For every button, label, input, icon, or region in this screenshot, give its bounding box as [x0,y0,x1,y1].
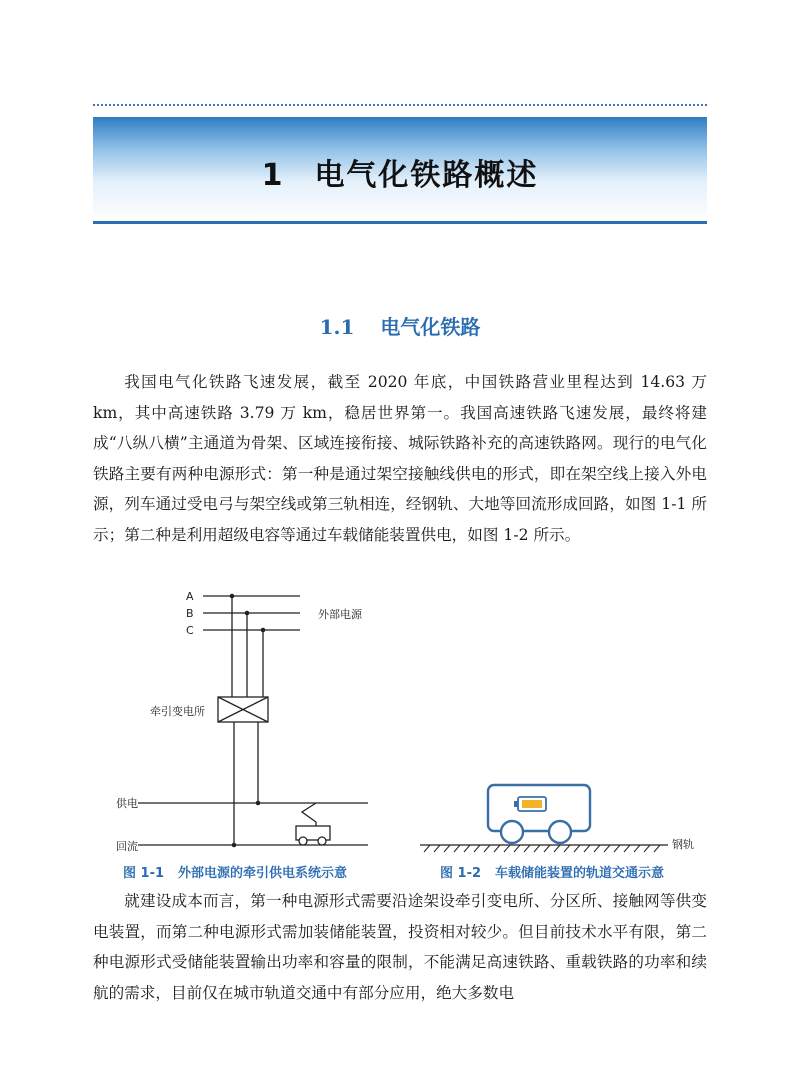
ground-hatching [424,845,660,852]
chapter-number: 1 [261,158,285,193]
supply-label: 供电 [116,797,138,810]
vehicle-wheel-front [501,821,523,843]
chapter-title-text: 电气化铁路概述 [314,158,539,193]
battery-charge-icon [522,800,542,808]
train-wheel-front [299,837,307,845]
figure-1-1-diagram [138,596,368,845]
junction-dot-return [232,843,237,848]
vehicle-wheel-rear [549,821,571,843]
external-power-label: 外部电源 [318,608,362,621]
rail-label: 钢轨 [672,838,694,851]
figure-1-2-caption [440,862,664,881]
figure-1-1-caption [123,862,347,881]
junction-dot-supply [256,801,261,806]
battery-terminal-icon [514,801,518,807]
junction-dot-b [245,611,250,616]
section-title-text: 电气化铁路 [380,315,481,339]
figure-1-2-caption-text: 车载储能装置的轨道交通示意 [495,866,665,881]
substation-label: 牵引变电所 [150,705,205,718]
paragraph-2: 就建设成本而言，第一种电源形式需要沿途架设牵引变电所、分区所、接触网等供变电装置，而第二种电源形式需加装储能装置，投资相对较少。但目前技术水平有限，第二种电源形式受储能装置输出功率和容量的限制，不能满足高速铁路、重载铁路的功率和续航的需求，目前仅在城市轨道交通中有部分应用，绝大多数电 [93,892,707,1002]
phase-a-label: A [186,590,194,603]
train-wheel-rear [318,837,326,845]
return-label: 回流 [116,840,138,853]
figure-1-1-caption-text: 外部电源的牵引供电系统示意 [178,866,348,881]
junction-dot-a [230,594,235,599]
figure-1-2-number: 图 1-2 [440,866,482,881]
pantograph [302,803,316,822]
figure-1-2-diagram [420,785,668,852]
phase-c-label: C [186,624,194,637]
figure-1-1-number: 图 1-1 [123,866,165,881]
phase-b-label: B [186,607,194,620]
paragraph-1: 我国电气化铁路飞速发展，截至 2020 年底，中国铁路营业里程达到 14.63 万 km，其中高速铁路 3.79 万 km，稳居世界第一。我国高速铁路飞速发展，最终将建成“八纵八横”主通道为骨架、区域连接衔接、城际铁路补充的高速铁路网。现行的电气化铁路主要有两种电源形式：第一种是通过架空接触线供电的形式，即在架空线上接入外电源，列车通过受电弓与架空线或第三轨相连，经钢轨、大地等回流形成回路，如图 1-1 所示；第二种是利用超级电容等通过车载储能装置供电，如图 1-2 所示。 [93,373,707,544]
junction-dot-c [261,628,266,633]
section-number: 1.1 [319,315,355,339]
